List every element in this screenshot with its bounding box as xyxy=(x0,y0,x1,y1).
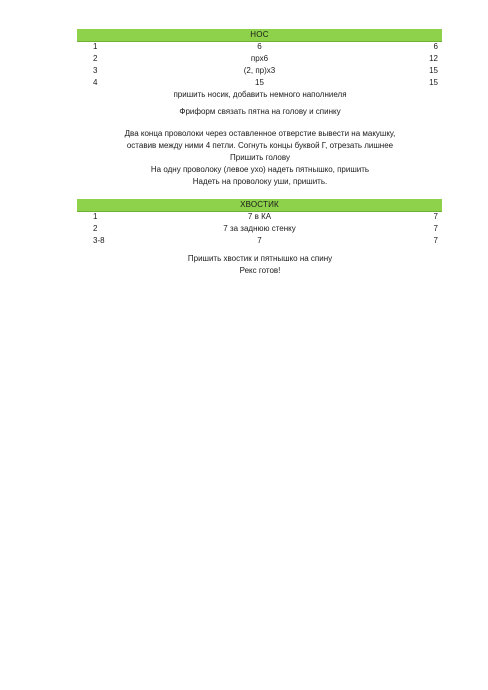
table-row xyxy=(77,65,442,77)
instruction-note: пришить носик, добавить немного наполниеля xyxy=(173,90,347,99)
round-instruction: 7 за заднюю стенку xyxy=(223,224,296,233)
instruction-note: оставив между ними 4 петли. Согнуть концы буквой Г, отрезать лишнее xyxy=(126,141,394,150)
stitch-count: 15 xyxy=(429,78,438,87)
round-number: 1 xyxy=(93,212,98,221)
round-instruction: 6 xyxy=(257,42,262,51)
round-instruction: 7 в КА xyxy=(247,212,272,221)
tail-section-header: ХВОСТИК xyxy=(77,199,442,212)
stitch-count: 6 xyxy=(433,42,438,51)
table-row xyxy=(77,235,442,247)
table-row xyxy=(77,223,442,235)
instruction-note: Надеть на проволоку уши, пришить. xyxy=(192,177,328,186)
stitch-count: 15 xyxy=(429,66,438,75)
round-number: 2 xyxy=(93,224,98,233)
round-number: 4 xyxy=(93,78,98,87)
instruction-note: Рекс готов! xyxy=(239,266,281,275)
stitch-count: 12 xyxy=(429,54,438,63)
round-number: 3 xyxy=(93,66,98,75)
table-row xyxy=(77,41,442,53)
round-instruction: 7 xyxy=(257,236,262,245)
round-number: 3-8 xyxy=(93,236,105,245)
round-instruction: (2, пр)х3 xyxy=(243,66,276,75)
stitch-count: 7 xyxy=(433,212,438,221)
table-row xyxy=(77,53,442,65)
stitch-count: 7 xyxy=(433,236,438,245)
round-instruction: 15 xyxy=(255,78,264,87)
table-row xyxy=(77,77,442,89)
round-number: 2 xyxy=(93,54,98,63)
instruction-note: Пришить хвостик и пятнышко на спину xyxy=(187,254,333,263)
round-instruction: прх6 xyxy=(250,54,269,63)
instruction-note: Два конца проволоки через оставленное отверстие вывести на макушку, xyxy=(124,129,396,138)
instruction-note: На одну проволоку (левое ухо) надеть пятнышко, пришить xyxy=(150,165,370,174)
nose-section-header: НОС xyxy=(77,29,442,42)
round-number: 1 xyxy=(93,42,98,51)
instruction-note: Пришить голову xyxy=(230,153,290,162)
instruction-note: Фриформ связать пятна на голову и спинку xyxy=(179,107,341,116)
stitch-count: 7 xyxy=(433,224,438,233)
table-row xyxy=(77,211,442,223)
